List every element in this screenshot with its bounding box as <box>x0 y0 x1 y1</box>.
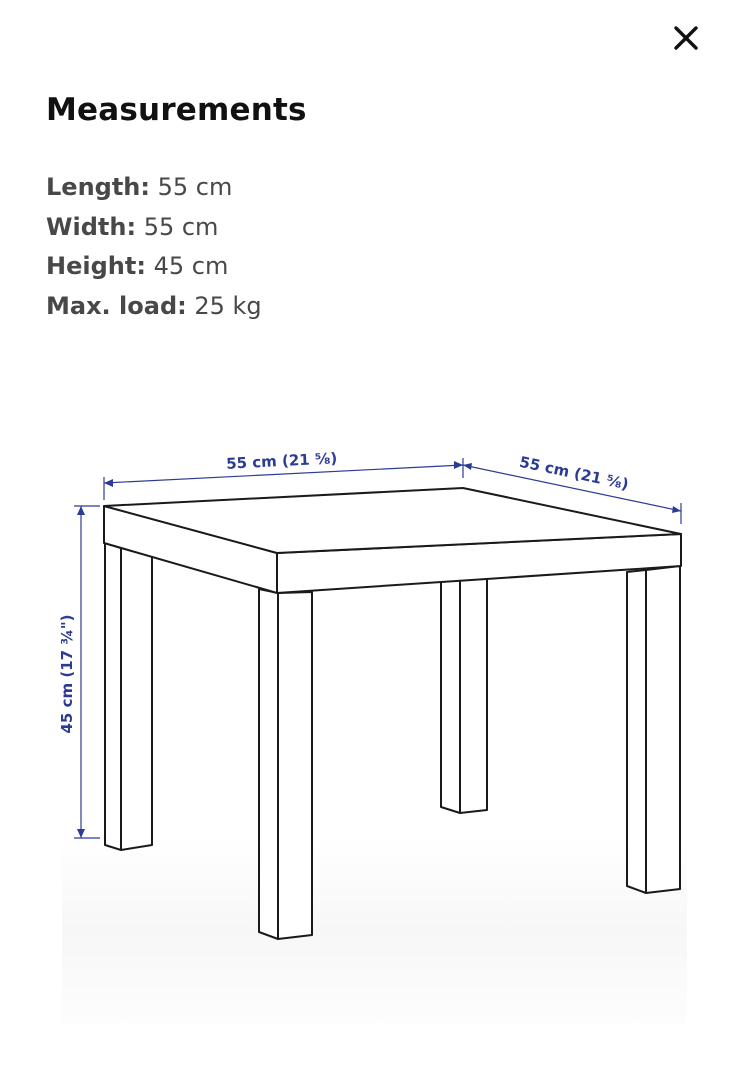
table-leg-back-side <box>460 579 487 813</box>
spec-value: 25 kg <box>194 291 262 320</box>
spec-label: Height: <box>46 252 146 280</box>
width-dimension-label: 55 cm (21 ⅝) <box>225 449 338 473</box>
spec-value: 55 cm <box>143 212 219 241</box>
table-leg-right-side <box>646 566 680 893</box>
height-dimension <box>58 506 100 838</box>
table-leg-front <box>259 589 278 939</box>
table-leg-front-side <box>278 592 312 939</box>
table-leg-left <box>105 543 121 850</box>
height-dimension-label: 45 cm (17 ¾") <box>58 614 76 734</box>
spec-max-load <box>46 287 262 327</box>
table-leg-right <box>627 570 646 893</box>
spec-label: Max. load: <box>46 291 187 320</box>
floor-shadow <box>62 835 687 1025</box>
spec-label: Width: <box>46 212 137 241</box>
table-leg-back <box>441 578 460 813</box>
close-button[interactable] <box>662 14 710 62</box>
measurements-list <box>46 168 262 326</box>
table-leg-left-side <box>121 548 152 850</box>
product-dimension-drawing <box>0 380 740 1080</box>
spec-width <box>46 208 262 248</box>
table-drawing-svg <box>0 380 740 1080</box>
spec-value: 55 cm <box>157 173 233 201</box>
spec-height <box>46 247 262 287</box>
close-icon <box>672 24 700 52</box>
spec-value: 45 cm <box>153 252 229 280</box>
spec-label: Length: <box>46 173 150 201</box>
depth-dimension-label: 55 cm (21 ⅝) <box>517 452 631 494</box>
dialog-title: Measurements <box>46 92 307 128</box>
spec-length <box>46 168 262 208</box>
